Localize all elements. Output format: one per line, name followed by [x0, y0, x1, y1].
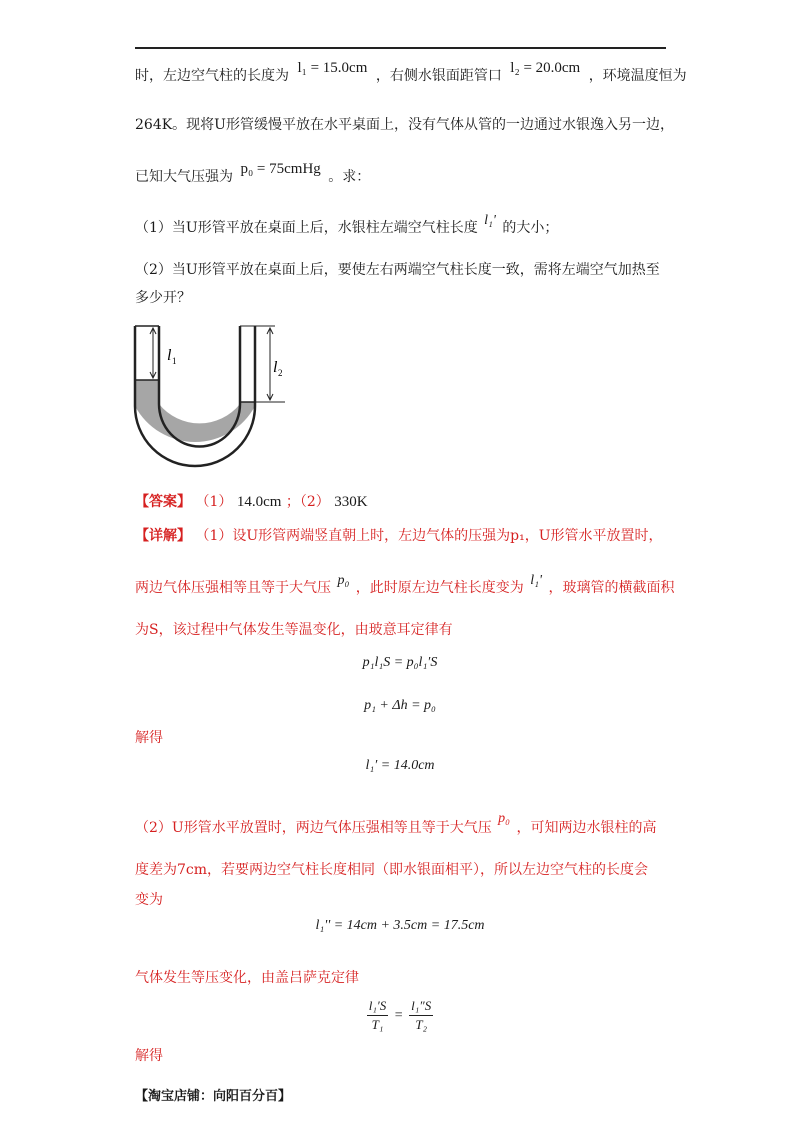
text: ，右侧水银面距管口 — [375, 68, 502, 84]
fraction-left-denominator: T₁ — [371, 1017, 384, 1032]
text: 多少开？ — [135, 290, 191, 306]
explain-line-6 — [135, 890, 163, 910]
explain-line-2 — [135, 573, 675, 599]
symbol-l1-prime: l₁' — [530, 573, 542, 588]
answer-heading: 【答案】 — [135, 494, 191, 510]
fraction-right-denominator: T₂ — [415, 1017, 428, 1032]
problem-line-3 — [135, 161, 371, 187]
symbol-p0: p₀ — [337, 573, 350, 588]
label-l1: l — [167, 347, 172, 364]
text: 已知大气压强为 — [135, 169, 233, 185]
equation-p0: p₀ = 75cmHg — [240, 161, 321, 177]
text: 为S，该过程中气体发生等温变化，由玻意耳定律有 — [135, 622, 453, 638]
text: （1）设U形管两端竖直朝上时，左边气体的压强为p₁，U形管水平放置时， — [195, 528, 663, 544]
mercury-fill — [135, 380, 255, 442]
answer-value-2: 330K — [334, 494, 368, 510]
explain-line-7 — [135, 968, 359, 988]
answer-text: （1） — [195, 494, 233, 510]
text: 解得 — [135, 1048, 163, 1064]
equation-new-length: l₁'' = 14cm + 3.5cm = 17.5cm — [315, 918, 485, 933]
answer-value-1: 14.0cm — [236, 494, 282, 510]
explain-solve-2 — [135, 1046, 163, 1066]
question-2-line-1 — [135, 260, 660, 280]
fraction-right-numerator: l₁″S — [409, 998, 433, 1016]
label-l1-sub: 1 — [172, 356, 177, 366]
text: ，玻璃管的横截面积 — [548, 580, 675, 596]
equation-l2: l₂ = 20.0cm — [510, 60, 581, 76]
equation-gay-lussac — [0, 998, 800, 1033]
u-tube-figure — [125, 318, 295, 483]
explain-line-5 — [135, 860, 648, 880]
explain-heading: 【详解】 — [135, 528, 191, 544]
text: ，此时原左边气柱长度变为 — [355, 580, 524, 596]
answer-separator: ；（2） — [285, 494, 330, 510]
fraction-right — [409, 998, 433, 1033]
text: 气体发生等压变化，由盖吕萨克定律 — [135, 970, 359, 986]
label-l2: l — [273, 359, 278, 376]
text: ，环境温度恒为 — [588, 68, 687, 84]
footer-shop-label: 【淘宝店铺：向阳百分百】 — [135, 1089, 292, 1104]
fraction-left-numerator: l₁′S — [367, 998, 388, 1016]
explain-line-4 — [135, 811, 657, 839]
answer-line — [135, 492, 368, 512]
text: 。求： — [328, 169, 371, 185]
text: （1）当U形管平放在桌面上后，水银柱左端空气柱长度 — [135, 220, 478, 236]
text: 两边气体压强相等且等于大气压 — [135, 580, 331, 596]
text: （2）当U形管平放在桌面上后，要使左右两端空气柱长度一致，需将左端空气加热至 — [135, 262, 660, 278]
equation-pressure: p₁ + Δh = p₀ — [364, 698, 436, 713]
text: （2）U形管水平放置时，两边气体压强相等且等于大气压 — [135, 820, 492, 836]
fraction-left — [367, 998, 388, 1033]
text: ，可知两边水银柱的高 — [516, 820, 657, 836]
text: 变为 — [135, 892, 163, 908]
text: 264K。现将U形管缓慢平放在水平桌面上，没有气体从管的一边通过水银逸入另一边， — [135, 117, 674, 133]
explain-solve-1 — [135, 728, 163, 748]
equation-l1: l₁ = 15.0cm — [297, 60, 368, 76]
explain-line-1 — [135, 526, 663, 546]
symbol-p0: p₀ — [498, 811, 511, 826]
label-l2-sub: 2 — [278, 368, 283, 378]
question-2-line-2 — [135, 288, 191, 308]
equals-sign: = — [394, 1007, 403, 1023]
top-rule — [135, 47, 666, 49]
problem-line-2 — [135, 115, 674, 135]
equation-boyle: p₁l₁S = p₀l₁′S — [362, 655, 438, 670]
problem-line-1 — [135, 60, 687, 86]
text: 的大小； — [502, 220, 559, 236]
text: 度差为7cm，若要两边空气柱长度相同（即水银面相平），所以左边空气柱的长度会 — [135, 862, 649, 878]
explain-line-3 — [135, 620, 453, 640]
text: 解得 — [135, 730, 163, 746]
text: 时，左边空气柱的长度为 — [135, 68, 289, 84]
symbol-l1-prime: l₁' — [484, 213, 496, 228]
equation-result-1: l₁′ = 14.0cm — [365, 758, 435, 773]
question-1 — [135, 213, 559, 239]
